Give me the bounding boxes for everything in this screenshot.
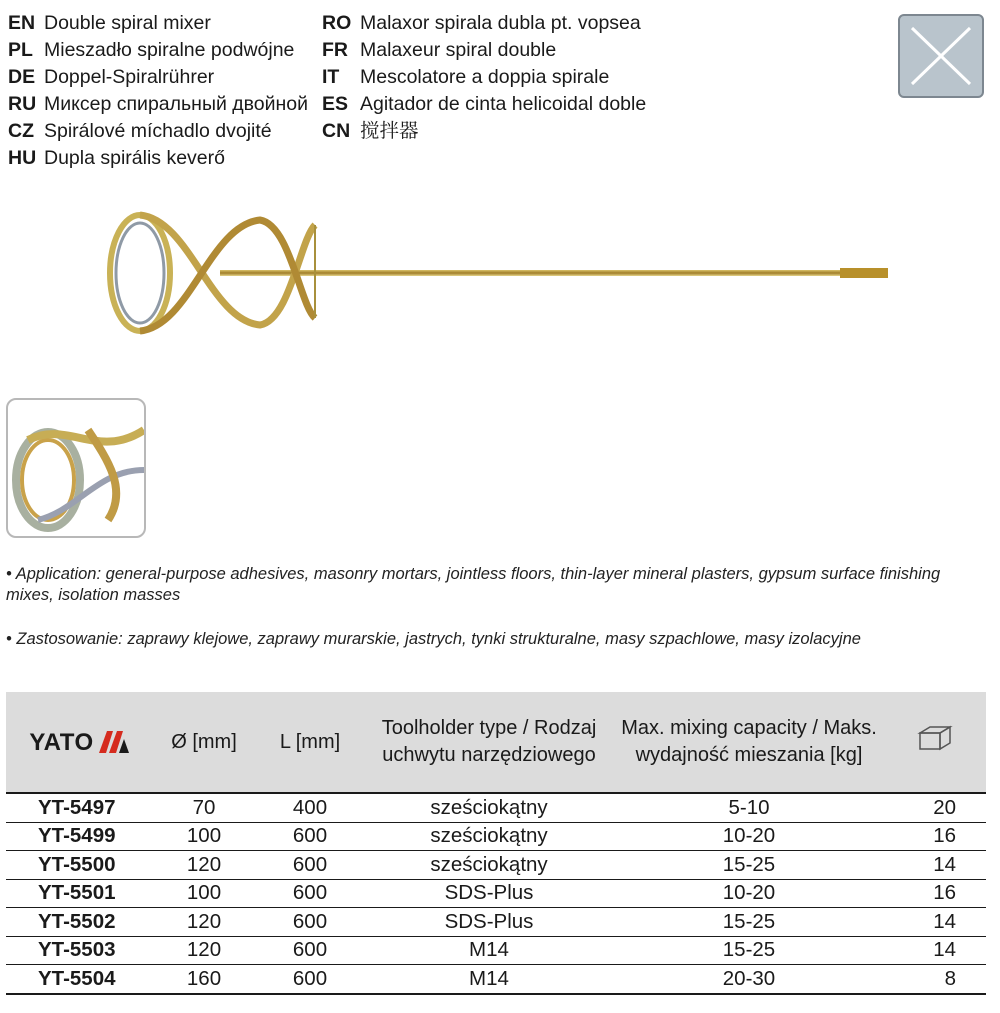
lang-row-ro [322,10,646,37]
toolholder-cell: SDS-Plus [364,879,614,908]
application-pl: • Zastosowanie: zaprawy klejowe, zaprawy murarskie, jastrych, tynki strukturalne, masy szpachlowe, masy izolacyjne [6,630,861,648]
package-cell: 16 [884,822,986,851]
toolholder-cell: sześciokątny [364,851,614,880]
diameter-cell: 120 [152,851,256,880]
lang-code: IT [322,66,340,88]
lang-row-de [8,64,308,91]
toolholder-cell: M14 [364,965,614,994]
package-box-icon [916,723,954,753]
capacity-cell: 15-25 [614,908,884,937]
capacity-cell: 10-20 [614,822,884,851]
diameter-cell: 120 [152,908,256,937]
length-cell: 600 [256,851,364,880]
length-header: L [mm] [256,692,364,793]
length-cell: 600 [256,965,364,994]
lang-code: HU [8,147,37,169]
capacity-cell: 10-20 [614,879,884,908]
table-header-row [6,692,986,793]
spiral-mixer-image [100,200,900,350]
product-code: YT-5497 [6,793,152,822]
lang-row-es [322,91,646,118]
lang-text: Doppel-Spiralrührer [44,66,215,88]
lang-text: Agitador de cinta helicoidal doble [360,93,647,115]
product-code: YT-5501 [6,879,152,908]
lang-row-cz [8,118,308,145]
diameter-cell: 70 [152,793,256,822]
lang-text: 搅拌器 [360,120,419,142]
lang-text: Double spiral mixer [44,12,211,34]
length-cell: 600 [256,936,364,965]
package-header [884,692,986,793]
lang-text: Spirálové míchadlo dvojité [44,120,272,142]
language-list-left [8,10,308,172]
lang-text: Миксер спиральный двойной [44,93,309,115]
table-row [6,822,986,851]
capacity-cell: 20-30 [614,965,884,994]
application-en: • Application: general-purpose adhesives, masonry mortars, jointless floors, thin-layer mineral plasters, gypsum surface finishing mixes, isolation masses [6,565,941,604]
brand-name: YATO [29,728,94,756]
lang-code: PL [8,39,33,61]
capacity-cell: 15-25 [614,851,884,880]
brand-header [6,692,152,793]
capacity-header: Max. mixing capacity / Maks. wydajność mieszania [kg] [614,692,884,793]
package-cell: 14 [884,936,986,965]
capacity-cell: 5-10 [614,793,884,822]
lang-code: FR [322,39,348,61]
diameter-cell: 100 [152,879,256,908]
toolholder-cell: sześciokątny [364,793,614,822]
close-x-icon[interactable] [898,14,984,98]
length-cell: 600 [256,879,364,908]
package-cell: 14 [884,908,986,937]
lang-row-hu [8,145,308,172]
table-row [6,879,986,908]
table-row [6,851,986,880]
lang-text: Mescolatore a doppia spirale [360,66,610,88]
lang-row-pl [8,37,308,64]
length-cell: 400 [256,793,364,822]
toolholder-cell: M14 [364,936,614,965]
lang-row-cn [322,118,646,145]
product-code: YT-5504 [6,965,152,994]
diameter-cell: 160 [152,965,256,994]
yato-logo-icon [99,731,129,753]
lang-text: Malaxeur spiral double [360,39,557,61]
product-code: YT-5500 [6,851,152,880]
table-row [6,936,986,965]
lang-row-en [8,10,308,37]
diameter-cell: 100 [152,822,256,851]
toolholder-cell: SDS-Plus [364,908,614,937]
lang-text: Mieszadło spiralne podwójne [44,39,295,61]
product-code: YT-5502 [6,908,152,937]
length-cell: 600 [256,908,364,937]
capacity-cell: 15-25 [614,936,884,965]
lang-code: RO [322,12,352,34]
lang-code: EN [8,12,36,34]
toolholder-cell: sześciokątny [364,822,614,851]
lang-code: DE [8,66,36,88]
lang-text: Dupla spirális keverő [44,147,225,169]
package-cell: 14 [884,851,986,880]
lang-code: RU [8,93,37,115]
language-list-right [322,10,646,145]
diameter-header: Ø [mm] [152,692,256,793]
toolholder-header: Toolholder type / Rodzaj uchwytu narzędziowego [364,692,614,793]
table-row [6,793,986,822]
lang-code: CZ [8,120,34,142]
lang-row-ru [8,91,308,118]
lang-code: CN [322,120,351,142]
package-cell: 8 [884,965,986,994]
table-row [6,908,986,937]
table-row [6,965,986,994]
package-cell: 16 [884,879,986,908]
lang-text: Malaxor spirala dubla pt. vopsea [360,12,641,34]
length-cell: 600 [256,822,364,851]
lang-row-it [322,64,646,91]
product-code: YT-5503 [6,936,152,965]
product-code: YT-5499 [6,822,152,851]
diameter-cell: 120 [152,936,256,965]
mixer-closeup-thumbnail[interactable] [6,398,146,538]
lang-row-fr [322,37,646,64]
spec-table [6,692,986,995]
lang-code: ES [322,93,349,115]
package-cell: 20 [884,793,986,822]
